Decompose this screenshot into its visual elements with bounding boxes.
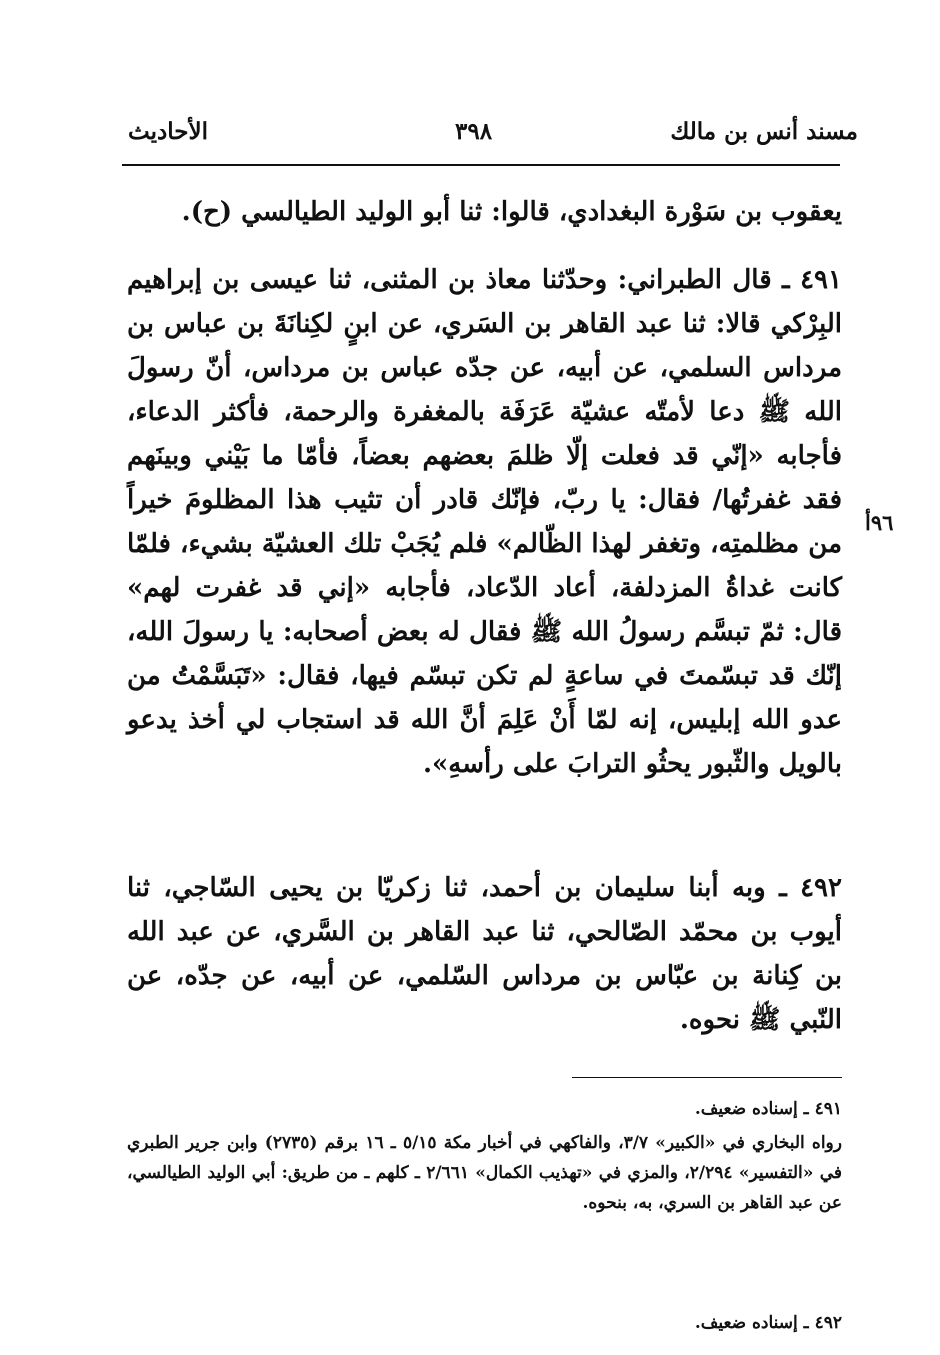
hadith-491 [127, 258, 842, 786]
footnote-492-grade [127, 1308, 842, 1338]
footnote-divider [572, 1077, 842, 1078]
hadith-492 [127, 866, 842, 1042]
paragraph-continuation [127, 190, 842, 234]
paragraph-text: يعقوب بن سَوْرة البغدادي، قالوا: ثنا أبو الوليد الطيالسي (ح). [181, 197, 842, 227]
footnote-491-grade [127, 1094, 842, 1124]
section-title: الأحاديث [128, 118, 208, 145]
footnote-491-sources [127, 1128, 842, 1218]
paragraph-text: ٤٩١ ـ قال الطبراني: وحدّثنا معاذ بن المثنى، ثنا عيسى بن إبراهيم البِرْكي قالا: ثنا عبد القاهر بن السَري، عن ابنٍ لكِنانَةَ بن عباس بن مرداس السلمي، عن أبيه، عن جدّه عباس بن مرداس، أنّ رسولَ الله ﷺ دعا لأمتّه عشيّة عَرَفَة بالمغفرة والرحمة، فأكثر الدعاء، فأجابه «إنّي قد فعلت إلّا ظلمَ بعضهم بعضاً، فأمّا ما بَيْني وبينَهم فقد غفرتُها/ فقال: يا ربّ، فإنّك قادر أن تثيب هذا المظلومَ خيراً من مظلمتِه، وتغفر لهذا الظّالم» فلم يُجَبْ تلك العشيّة بشيء، فلمّا كانت غداةُ المزدلفة، أعاد الدّعاد، فأجابه «إني قد غفرت لهم» قال: ثمّ تبسَّم رسولُ الله ﷺ فقال له بعض أصحابه: يا رسولَ الله، إنّك قد تبسّمتَ في ساعةٍ لم تكن تبسّم فيها، فقال: «تَبَسَّمْتُ من عدو الله إبليس، إنه لمّا أَنْ عَلِمَ أنَّ الله قد استجاب لي أخذ يدعو بالويل والثّبور يحثُو الترابَ على رأسهِ». [127, 265, 842, 779]
page-number: ٣٩٨ [455, 118, 493, 145]
header-divider [122, 164, 840, 166]
footnote-text: رواه البخاري في «الكبير» ٣/٧، والفاكهي في أخبار مكة ٥/١٥ ـ ١٦ برقم (٢٧٣٥) وابن جرير الطبري في «التفسير» ٢/٢٩٤، والمزي في «تهذيب الكمال» ٢/٦٦١ ـ كلهم ـ من طريق: أبي الوليد الطيالسي، عن عبد القاهر بن السري، به، بنحوه. [127, 1133, 842, 1213]
book-title: مسند أنس بن مالك [670, 118, 858, 145]
manuscript-folio-marker: ٩٦أ [865, 510, 894, 535]
footnote-text: ٤٩٢ ـ إسناده ضعيف. [694, 1313, 842, 1333]
paragraph-text: ٤٩٢ ـ وبه أبنا سليمان بن أحمد، ثنا زكريّا بن يحيى السّاجي، ثنا أيوب بن محمّد الصّالحي، ثنا عبد القاهر بن السَّري، عن عبد الله بن كِنانة بن عبّاس بن مرداس السّلمي، عن أبيه، عن جدّه، عن النّبي ﷺ نحوه. [127, 873, 842, 1035]
footnote-text: ٤٩١ ـ إسناده ضعيف. [694, 1099, 842, 1119]
